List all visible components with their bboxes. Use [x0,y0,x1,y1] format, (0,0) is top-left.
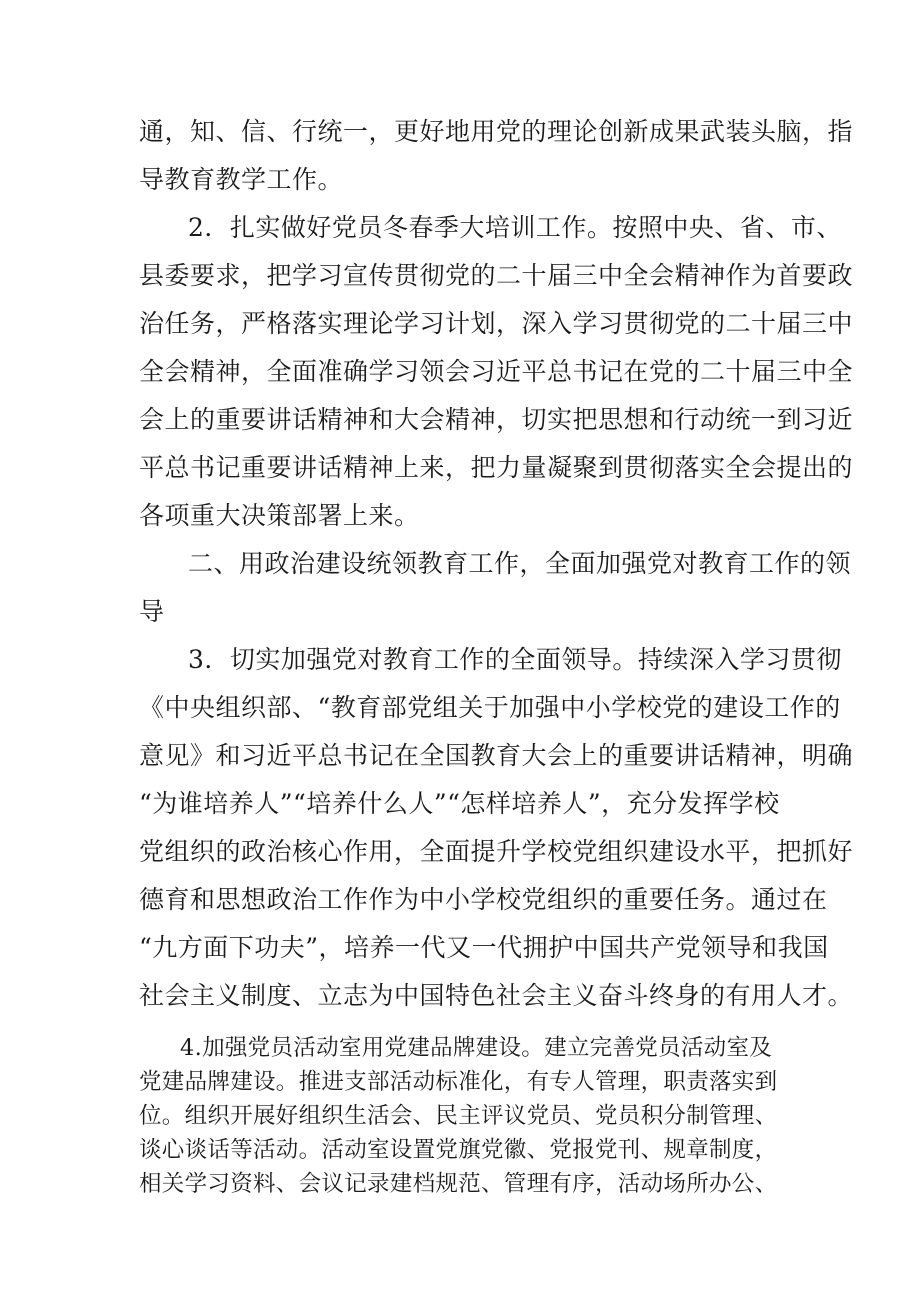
text-line: 《中央组织部、“教育部党组关于加强中小学校党的建设工作的 [139,693,841,722]
text-line: 党建品牌建设。推进支部活动标准化，有专人管理，职责落实到 [139,1069,778,1095]
section-heading-line: 二、用政治建设统领教育工作，全面加强党对教育工作的领 [188,549,852,578]
text-line: 全会精神，全面准确学习领会习近平总书记在党的二十届三中全 [139,357,854,386]
text-line: 平总书记重要讲话精神上来，把力量凝聚到贯彻落实全会提出的 [139,453,854,482]
text-line: 县委要求，把学习宣传贯彻党的二十届三中全会精神作为首要政 [139,261,854,290]
text-line: 会上的重要讲话精神和大会精神，切实把思想和行动统一到习近 [139,405,854,434]
text-line: “为谁培养人”“培养什么人”“怎样培养人”，充分发挥学校 [139,789,780,818]
text-line: 意见》和习近平总书记在全国教育大会上的重要讲话精神，明确 [139,741,854,770]
text-line: 相关学习资料、会议记录建档规范、管理有序，活动场所办公、 [139,1171,778,1197]
text-line: 社会主义制度、立志为中国特色社会主义奋斗终身的有用人才。 [139,981,854,1010]
text-line: 4.加强党员活动室用党建品牌建设。建立完善党员活动室及 [180,1035,773,1061]
section-heading-line: 导 [139,597,165,626]
text-line: 治任务，严格落实理论学习计划，深入学习贯彻党的二十届三中 [139,309,854,338]
text-line: 谈心谈话等活动。活动室设置党旗党徽、党报党刊、规章制度， [139,1137,778,1163]
text-line: 2．扎实做好党员冬春季大培训工作。按照中央、省、市、 [188,213,842,242]
text-line: 3．切实加强党对教育工作的全面领导。持续深入学习贯彻 [188,645,842,674]
text-line: 导教育教学工作。 [139,165,344,194]
text-line: 通，知、信、行统一，更好地用党的理论创新成果武装头脑，指 [139,117,854,146]
text-line: 位。组织开展好组织生活会、民主评议党员、党员积分制管理、 [139,1103,778,1129]
text-line: 德育和思想政治工作作为中小学校党组织的重要任务。通过在 [139,885,828,914]
text-line: 各项重大决策部署上来。 [139,501,420,530]
text-line: 党组织的政治核心作用，全面提升学校党组织建设水平，把抓好 [139,837,854,866]
text-line: “九方面下功夫”，培养一代又一代拥护中国共产党领导和我国 [139,933,829,962]
